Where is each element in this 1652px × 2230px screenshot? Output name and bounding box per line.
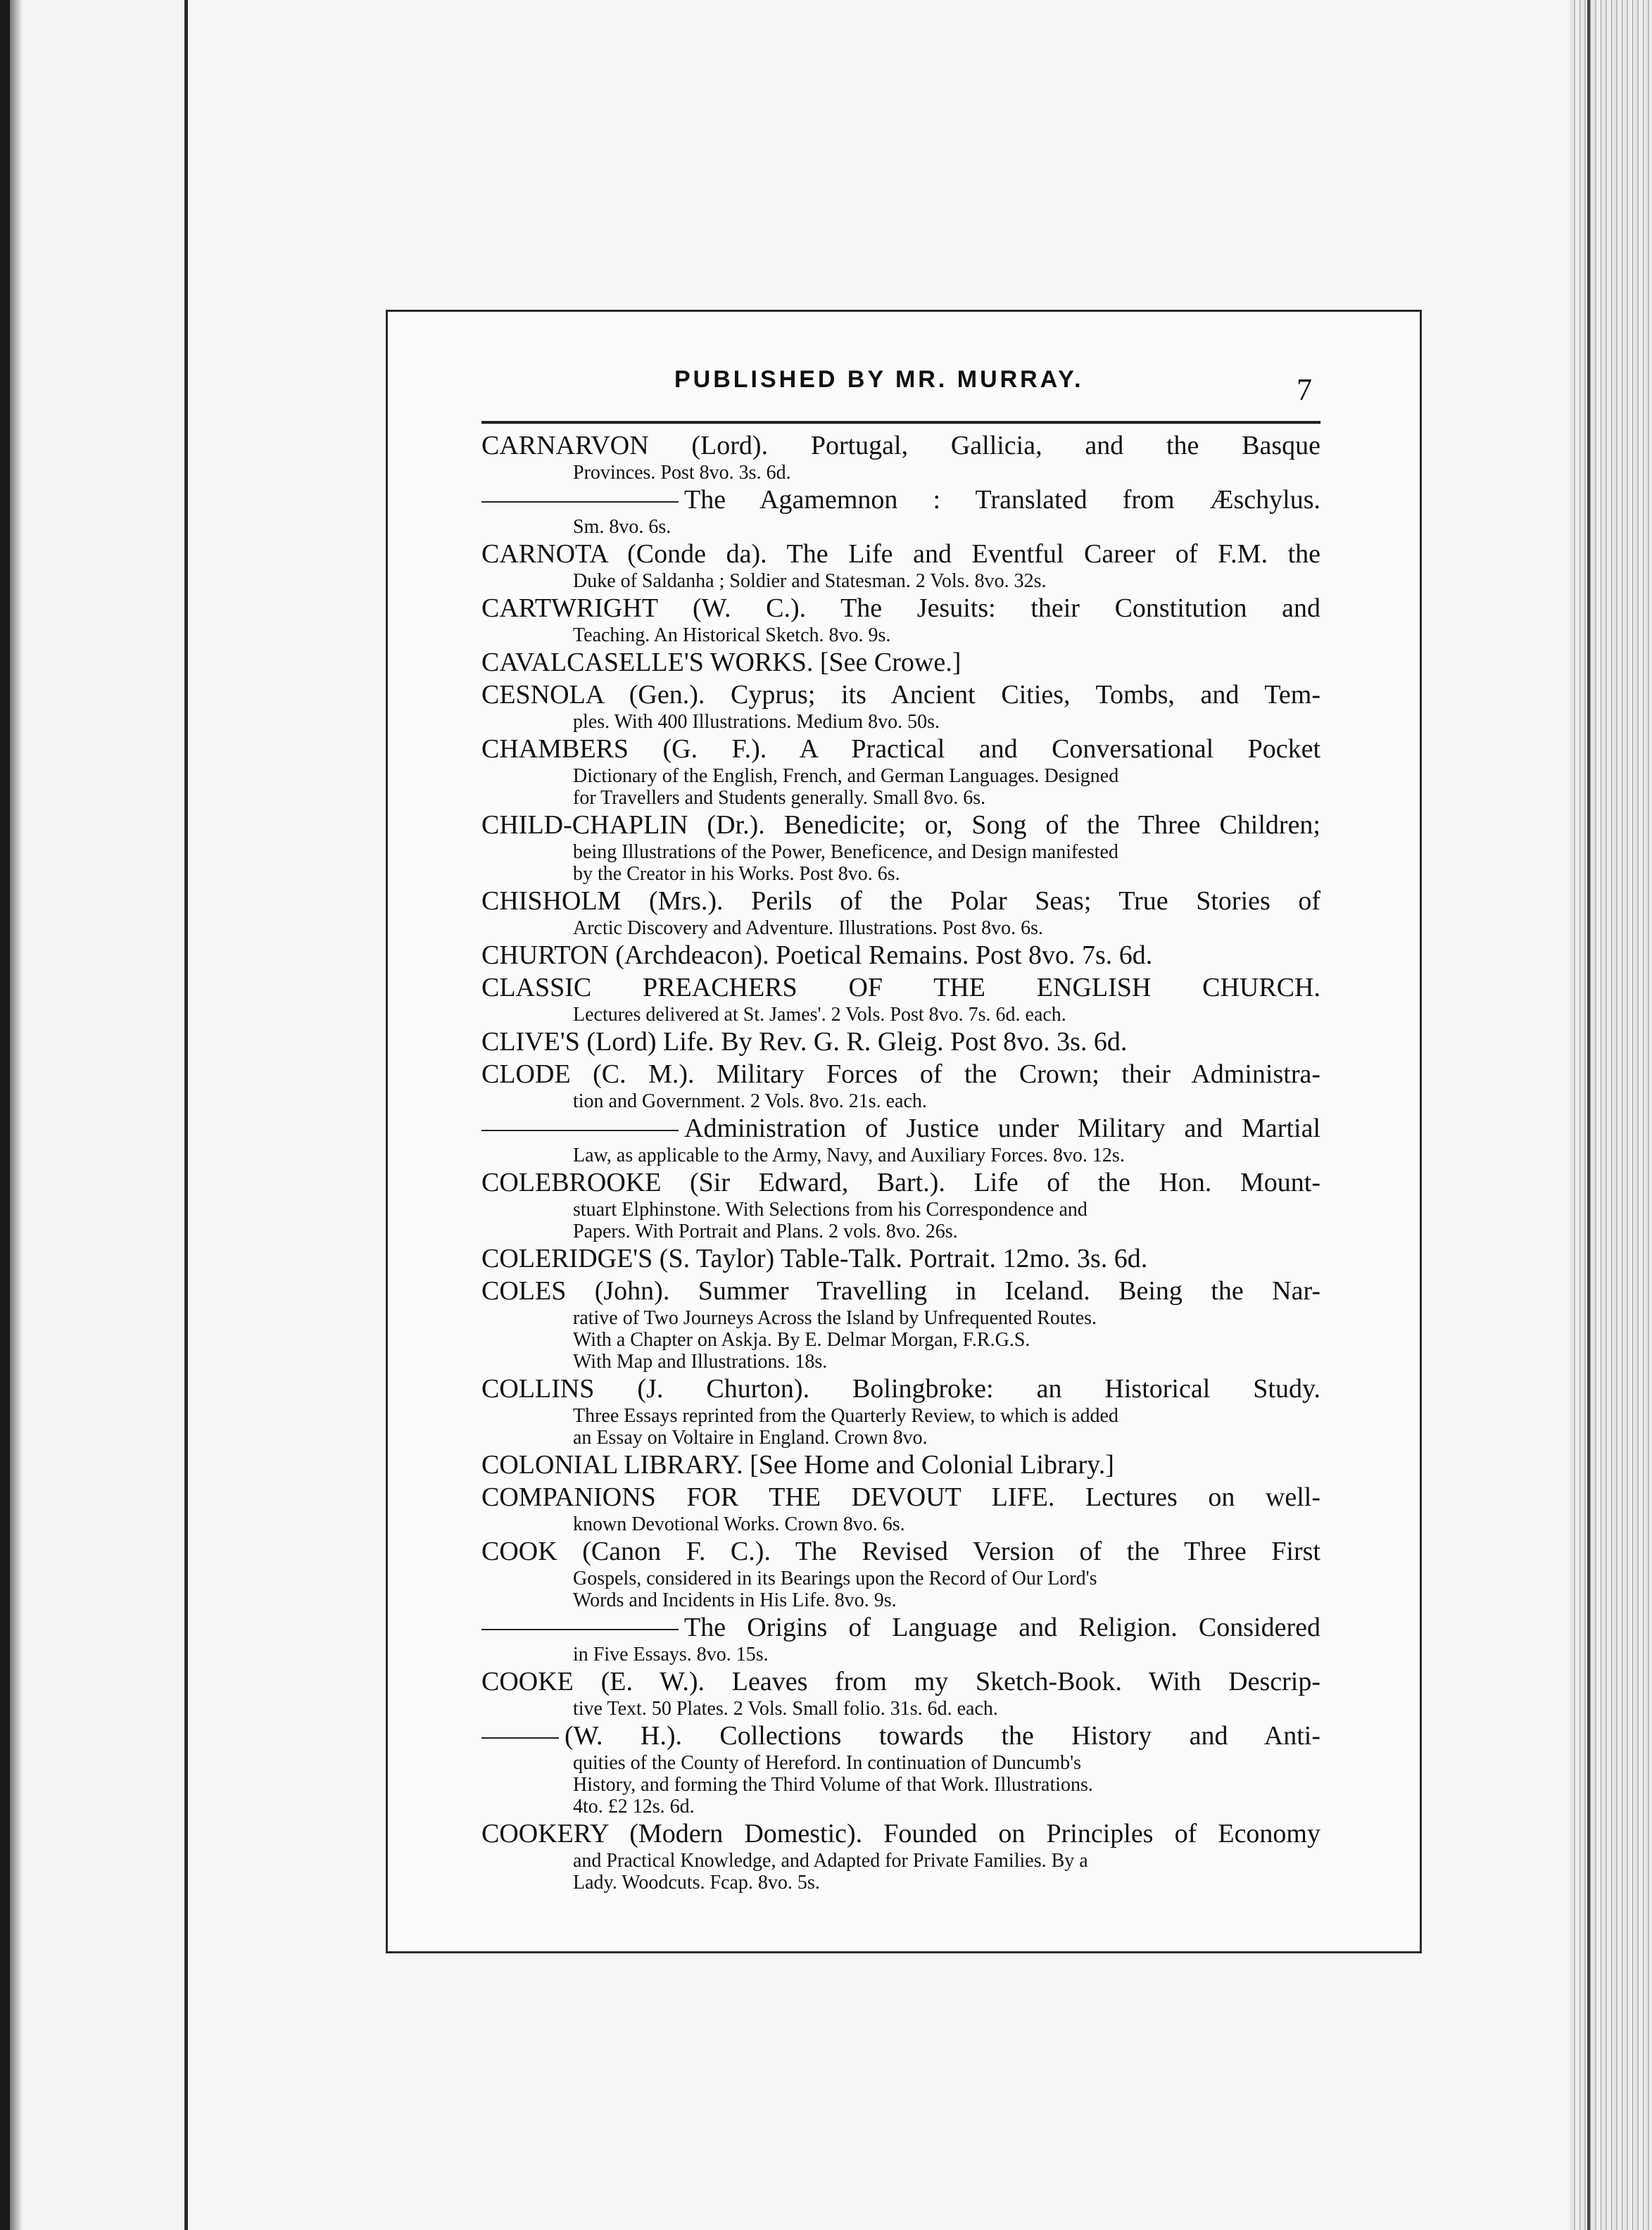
entry-heading-text: CESNOLA (Gen.). Cyprus; its Ancient Cities, Tombs, and Tem- (481, 680, 1320, 710)
catalogue-entry (481, 939, 1320, 971)
entry-detail-line: Duke of Saldanha ; Soldier and Statesman. 2 Vols. 8vo. 32s. (573, 570, 1047, 592)
catalogue-entry (481, 1242, 1320, 1275)
ditto-dash (481, 1629, 679, 1630)
entry-heading-text: CAVALCASELLE'S WORKS. [See Crowe.] (481, 648, 961, 677)
entry-heading (481, 1166, 1320, 1199)
ditto-dash (481, 1737, 559, 1739)
entry-heading-text: CARNOTA (Conde da). The Life and Eventful Career of F.M. the (481, 539, 1320, 569)
entry-detail-line: Three Essays reprinted from the Quarterly Review, to which is added (573, 1405, 1118, 1427)
catalogue-entry (481, 1720, 1320, 1818)
entry-detail-line: Teaching. An Historical Sketch. 8vo. 9s. (573, 624, 891, 646)
entry-detail-line: an Essay on Voltaire in England. Crown 8vo. (573, 1427, 928, 1449)
entry-heading (481, 429, 1320, 462)
binding-edge (0, 0, 10, 2230)
entry-heading-text: CHISHOLM (Mrs.). Perils of the Polar Seas; True Stories of (481, 886, 1320, 916)
catalogue-entry (481, 809, 1320, 885)
entry-heading (481, 1720, 1320, 1752)
catalogue-entry (481, 538, 1320, 592)
entry-detail-line: Papers. With Portrait and Plans. 2 vols. 8vo. 26s. (573, 1221, 958, 1242)
entry-detail-line: known Devotional Works. Crown 8vo. 6s. (573, 1513, 905, 1535)
catalogue-entry (481, 1026, 1320, 1058)
entry-heading-text: CLODE (C. M.). Military Forces of the Crown; their Administra- (481, 1059, 1320, 1089)
entry-heading-text: (W. H.). Collections towards the History and Anti- (565, 1721, 1320, 1751)
catalogue-entry (481, 1275, 1320, 1373)
entry-heading-text: CARNARVON (Lord). Portugal, Gallicia, and the Basque (481, 431, 1320, 460)
catalogue-entry (481, 679, 1320, 733)
entry-heading (481, 679, 1320, 711)
catalogue-entry (481, 484, 1320, 538)
entry-detail-line: 4to. £2 12s. 6d. (573, 1796, 695, 1818)
entry-detail-line: Dictionary of the English, French, and German Languages. Designed (573, 765, 1119, 787)
catalogue-entry (481, 646, 1320, 679)
entry-heading (481, 1449, 1320, 1481)
entry-heading (481, 1026, 1320, 1058)
catalogue-entry (481, 733, 1320, 809)
catalogue-entry (481, 1058, 1320, 1112)
binding-shadow (10, 0, 23, 2230)
entry-detail-line: stuart Elphinstone. With Selections from his Correspondence and (573, 1199, 1087, 1221)
entry-heading-text: COMPANIONS FOR THE DEVOUT LIFE. Lectures on well- (481, 1482, 1320, 1512)
gutter-line (184, 0, 188, 2230)
entry-heading (481, 939, 1320, 971)
catalogue-entry (481, 1449, 1320, 1481)
entry-detail-line: Provinces. Post 8vo. 3s. 6d. (573, 462, 791, 484)
catalogue-entry (481, 1112, 1320, 1166)
entry-detail-line: quities of the County of Hereford. In continuation of Duncumb's (573, 1752, 1082, 1774)
entry-detail-line: Words and Incidents in His Life. 8vo. 9s. (573, 1589, 897, 1611)
entry-heading (481, 1481, 1320, 1513)
entry-detail-line: Sm. 8vo. 6s. (573, 516, 671, 538)
entry-detail-line: by the Creator in his Works. Post 8vo. 6s. (573, 863, 900, 885)
entry-heading-text: COLEBROOKE (Sir Edward, Bart.). Life of the Hon. Mount- (481, 1168, 1320, 1197)
entry-heading (481, 885, 1320, 917)
entry-heading-text: CHURTON (Archdeacon). Poetical Remains. Post 8vo. 7s. 6d. (481, 940, 1153, 970)
entry-detail-line: Lectures delivered at St. James'. 2 Vols. Post 8vo. 7s. 6d. each. (573, 1004, 1066, 1026)
catalogue-entries (481, 429, 1320, 1894)
entry-detail-line: tion and Government. 2 Vols. 8vo. 21s. each. (573, 1090, 927, 1112)
entry-detail-line: for Travellers and Students generally. Small 8vo. 6s. (573, 787, 986, 809)
entry-detail-line: ples. With 400 Illustrations. Medium 8vo. 50s. (573, 711, 940, 733)
page-stack-edge (1570, 0, 1652, 2230)
entry-heading (481, 1275, 1320, 1307)
entry-heading-text: CARTWRIGHT (W. C.). The Jesuits: their Constitution and (481, 593, 1320, 623)
entry-heading-text: CLIVE'S (Lord) Life. By Rev. G. R. Gleig. Post 8vo. 3s. 6d. (481, 1027, 1128, 1057)
entry-heading-text: COOK (Canon F. C.). The Revised Version of the Three First (481, 1537, 1320, 1566)
entry-detail-line: tive Text. 50 Plates. 2 Vols. Small folio. 31s. 6d. each. (573, 1698, 998, 1720)
entry-heading-text: COLLINS (J. Churton). Bolingbroke: an Historical Study. (481, 1374, 1320, 1404)
entry-detail-line: rative of Two Journeys Across the Island by Unfrequented Routes. (573, 1307, 1097, 1329)
entry-heading (481, 971, 1320, 1004)
entry-heading-text: COLONIAL LIBRARY. [See Home and Colonial Library.] (481, 1450, 1114, 1480)
entry-heading (481, 1112, 1320, 1145)
entry-heading (481, 1373, 1320, 1405)
entry-heading-text: COOKE (E. W.). Leaves from my Sketch-Book. With Descrip- (481, 1667, 1320, 1696)
entry-heading (481, 484, 1320, 516)
page-number: 7 (1297, 372, 1312, 407)
entry-heading (481, 1818, 1320, 1850)
catalogue-entry (481, 1665, 1320, 1720)
entry-heading (481, 538, 1320, 570)
catalogue-entry (481, 1481, 1320, 1535)
entry-heading (481, 1535, 1320, 1568)
catalogue-entry (481, 885, 1320, 939)
entry-heading (481, 1242, 1320, 1275)
entry-heading-text: CHAMBERS (G. F.). A Practical and Conversational Pocket (481, 734, 1320, 764)
ditto-dash (481, 1130, 679, 1131)
entry-heading (481, 592, 1320, 624)
entry-heading (481, 1611, 1320, 1644)
catalogue-entry (481, 1611, 1320, 1665)
entry-detail-line: With Map and Illustrations. 18s. (573, 1351, 828, 1373)
catalogue-entry (481, 1166, 1320, 1242)
entry-heading-text: The Origins of Language and Religion. Considered (684, 1613, 1320, 1642)
catalogue-entry (481, 971, 1320, 1026)
entry-detail-line: History, and forming the Third Volume of that Work. Illustrations. (573, 1774, 1093, 1796)
entry-heading (481, 1665, 1320, 1698)
entry-detail-line: Gospels, considered in its Bearings upon the Record of Our Lord's (573, 1568, 1097, 1589)
entry-heading (481, 733, 1320, 765)
entry-detail-line: With a Chapter on Askja. By E. Delmar Morgan, F.R.G.S. (573, 1329, 1030, 1351)
entry-detail-line: Law, as applicable to the Army, Navy, and Auxiliary Forces. 8vo. 12s. (573, 1145, 1125, 1166)
entry-heading (481, 646, 1320, 679)
entry-heading-text: Administration of Justice under Military and Martial (684, 1114, 1320, 1143)
entry-heading-text: COLES (John). Summer Travelling in Iceland. Being the Nar- (481, 1276, 1320, 1306)
page-stack-line (1587, 0, 1590, 2230)
catalogue-entry (481, 1818, 1320, 1894)
entry-heading (481, 1058, 1320, 1090)
catalogue-entry (481, 429, 1320, 484)
entry-heading-text: CHILD-CHAPLIN (Dr.). Benedicite; or, Song of the Three Children; (481, 810, 1320, 840)
entry-detail-line: Arctic Discovery and Adventure. Illustrations. Post 8vo. 6s. (573, 917, 1044, 939)
entry-detail-line: and Practical Knowledge, and Adapted for Private Families. By a (573, 1850, 1088, 1872)
header-rule (481, 421, 1320, 424)
catalogue-entry (481, 592, 1320, 646)
entry-heading-text: COOKERY (Modern Domestic). Founded on Principles of Economy (481, 1819, 1320, 1848)
catalogue-entry (481, 1373, 1320, 1449)
running-header: PUBLISHED BY MR. MURRAY. (674, 366, 1084, 393)
entry-detail-line: being Illustrations of the Power, Beneficence, and Design manifested (573, 841, 1118, 863)
catalogue-entry (481, 1535, 1320, 1611)
entry-detail-line: Lady. Woodcuts. Fcap. 8vo. 5s. (573, 1872, 820, 1894)
entry-heading (481, 809, 1320, 841)
ditto-dash (481, 501, 679, 503)
entry-heading-text: COLERIDGE'S (S. Taylor) Table-Talk. Portrait. 12mo. 3s. 6d. (481, 1244, 1148, 1273)
entry-heading-text: CLASSIC PREACHERS OF THE ENGLISH CHURCH. (481, 973, 1320, 1002)
entry-detail-line: in Five Essays. 8vo. 15s. (573, 1644, 769, 1665)
entry-heading-text: The Agamemnon : Translated from Æschylus. (684, 485, 1320, 515)
